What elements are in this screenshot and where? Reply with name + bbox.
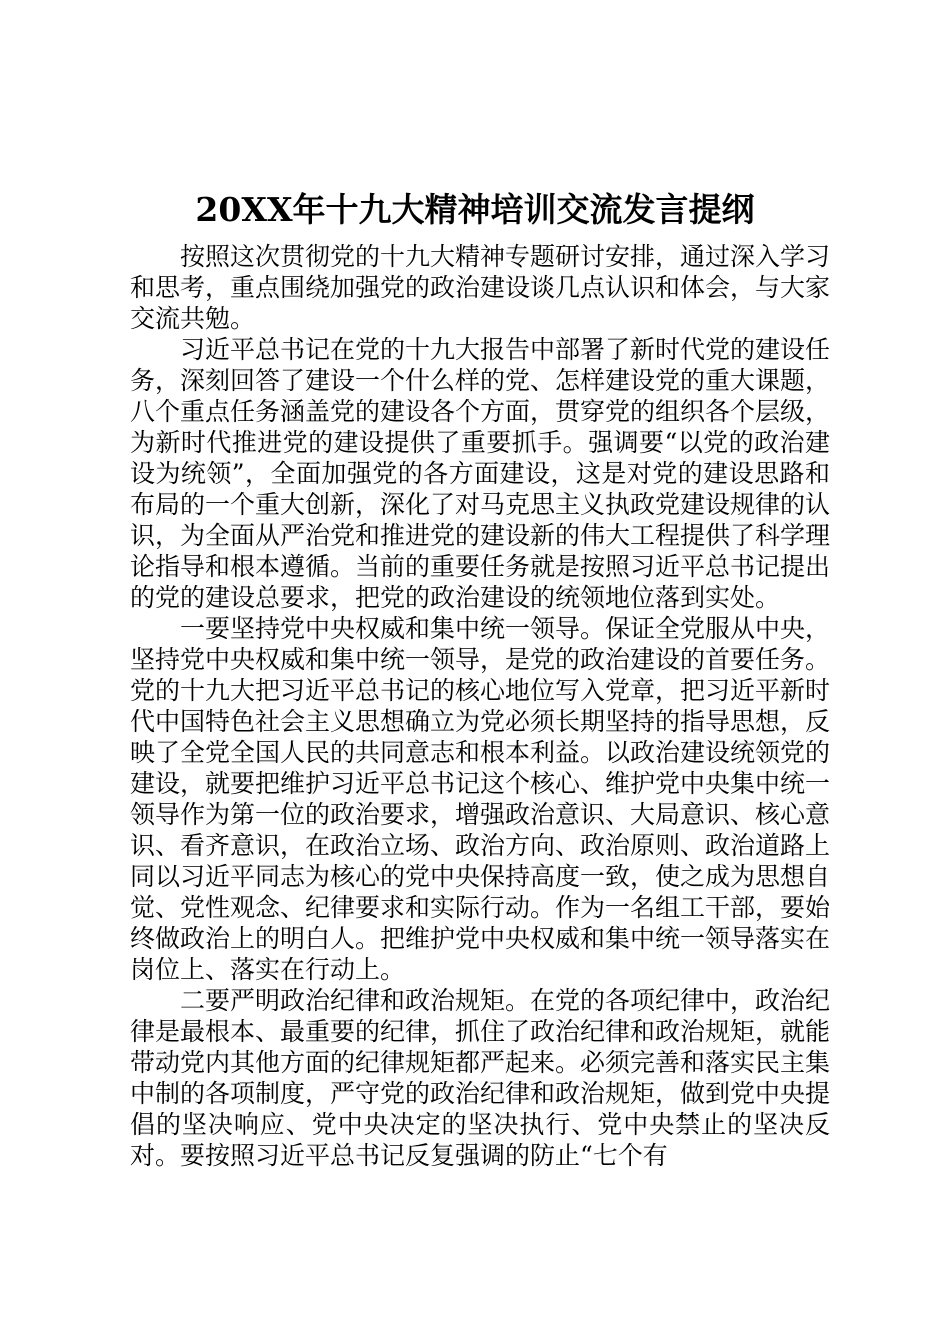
paragraph-party-building-tasks: 习近平总书记在党的十九大报告中部署了新时代党的建设任务，深刻回答了建设一个什么样的党、怎样建设党的重大课题，八个重点任务涵盖党的建设各个方面，贯穿党的组织各个层级，为新时代推进党的建设提供了重要抓手。强调要“以党的政治建设为统领”，全面加强党的各方面建设，这是对党的建设思路和布局的一个重大创新，深化了对马克思主义执政党建设规律的认识，为全面从严治党和推进党的建设新的伟大工程提供了科学理论指导和根本遵循。当前的重要任务就是按照习近平总书记提出的党的建设总要求，把党的政治建设的统领地位落到实处。 [130, 335, 831, 612]
paragraph-point-one: 一要坚持党中央权威和集中统一领导。保证全党服从中央，坚持党中央权威和集中统一领导，是党的政治建设的首要任务。党的十九大把习近平总书记的核心地位写入党章，把习近平新时代中国特色社会主义思想确立为党必须长期坚持的指导思想，反映了全党全国人民的共同意志和根本利益。以政治建设统领党的建设，就要把维护习近平总书记这个核心、维护党中央集中统一领导作为第一位的政治要求，增强政治意识、大局意识、核心意识、看齐意识，在政治立场、政治方向、政治原则、政治道路上同以习近平同志为核心的党中央保持高度一致，使之成为思想自觉、党性观念、纪律要求和实际行动。作为一名组工干部，要始终做政治上的明白人。把维护党中央权威和集中统一领导落实在岗位上、落实在行动上。 [130, 614, 831, 984]
document-body [130, 241, 830, 1171]
paragraph-point-two: 二要严明政治纪律和政治规矩。在党的各项纪律中，政治纪律是最根本、最重要的纪律，抓住了政治纪律和政治规矩，就能带动党内其他方面的纪律规矩都严起来。必须完善和落实民主集中制的各项制度，严守党的政治纪律和政治规矩，做到党中央提倡的坚决响应、党中央决定的坚决执行、党中央禁止的坚决反对。要按照习近平总书记反复强调的防止“七个有 [130, 986, 831, 1170]
paragraph-intro: 按照这次贯彻党的十九大精神专题研讨安排，通过深入学习和思考，重点围绕加强党的政治建设谈几点认识和体会，与大家交流共勉。 [130, 242, 831, 333]
document-title: 20XX年十九大精神培训交流发言提纲 [195, 190, 755, 229]
